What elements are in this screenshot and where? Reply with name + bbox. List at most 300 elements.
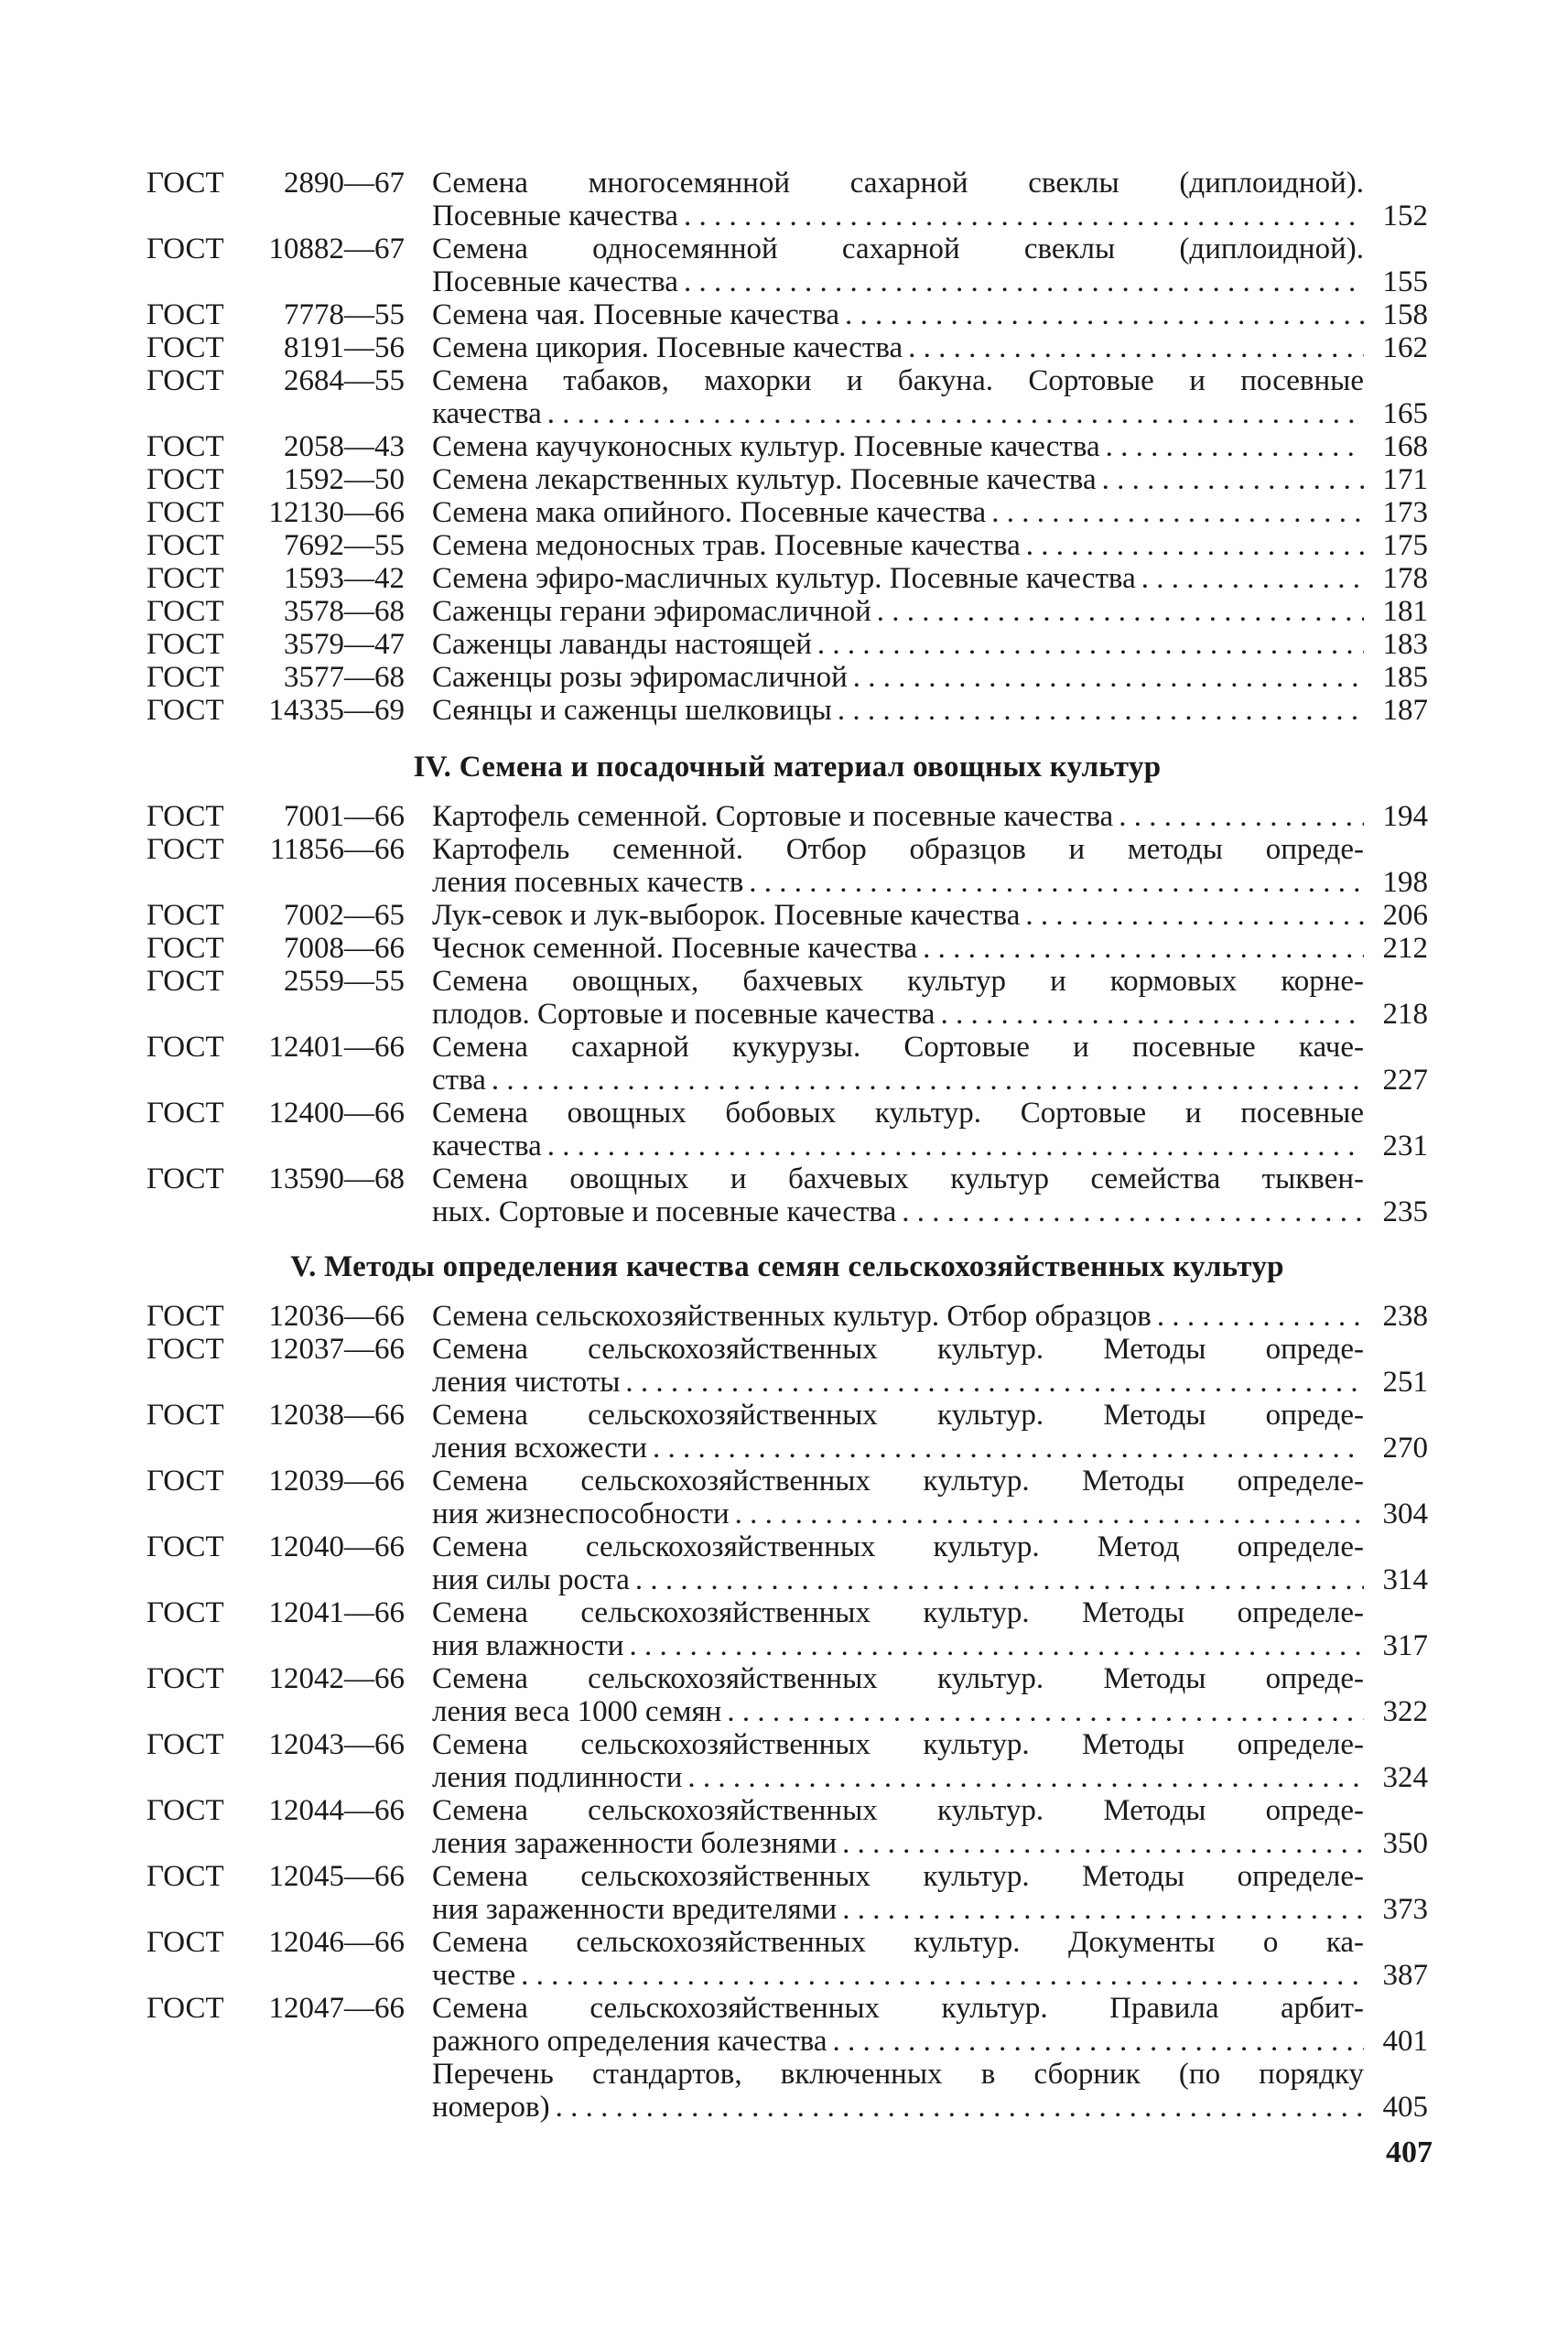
entry-title-text: Семена сельскохозяйственных культур. Методы опреде- bbox=[432, 1333, 1364, 1366]
gost-prefix: ГОСТ bbox=[146, 167, 224, 200]
entry-title-text: Саженцы розы эфиромасличной bbox=[432, 661, 848, 694]
entry-title-text: Лук-севок и лук-выборок. Посевные качества bbox=[432, 899, 1021, 932]
entry-title bbox=[432, 167, 1364, 200]
entry-title bbox=[432, 1097, 1364, 1130]
page-ref: 194 bbox=[1382, 800, 1428, 833]
dot-leader bbox=[550, 2091, 1364, 2124]
gost-prefix: ГОСТ bbox=[146, 1794, 224, 1827]
entry-title-text: Саженцы герани эфиромасличной bbox=[432, 595, 871, 628]
entry-title-text: Семена медоносных трав. Посевные качества bbox=[432, 529, 1021, 562]
page-ref: 373 bbox=[1382, 1893, 1428, 1926]
dot-leader bbox=[827, 2025, 1364, 2058]
toc-entry-line bbox=[146, 1926, 1428, 1959]
standard-code bbox=[146, 800, 432, 833]
entry-title-text: ния жизнеспособности bbox=[432, 1498, 730, 1530]
toc-entry-line bbox=[146, 200, 1428, 232]
entry-title-text: Семена овощных, бахчевых культур и кормовых корне- bbox=[432, 965, 1364, 998]
gost-prefix: ГОСТ bbox=[146, 562, 224, 595]
page-ref: 173 bbox=[1382, 496, 1428, 529]
dot-leader bbox=[871, 595, 1364, 628]
dot-leader bbox=[1021, 529, 1364, 562]
dot-leader bbox=[721, 1695, 1364, 1728]
toc-entry-line bbox=[146, 628, 1428, 661]
toc-entry-line bbox=[146, 1498, 1428, 1530]
standard-code bbox=[146, 1399, 432, 1432]
entry-title-text: честве bbox=[432, 1959, 516, 1992]
standard-code bbox=[146, 463, 432, 496]
toc-entry-line bbox=[146, 1366, 1428, 1399]
gost-number: 8191—56 bbox=[284, 331, 405, 364]
toc-entry bbox=[146, 661, 1428, 694]
toc-entry-line bbox=[146, 2025, 1428, 2058]
toc-entry-line bbox=[146, 331, 1428, 364]
gost-number: 7778—55 bbox=[284, 298, 405, 331]
dot-leader bbox=[848, 661, 1364, 694]
standard-code bbox=[146, 298, 432, 331]
standard-code bbox=[146, 232, 432, 265]
entry-title-text: Семена сельскохозяйственных культур. Отбор образцов bbox=[432, 1300, 1152, 1333]
toc-entry-line bbox=[146, 998, 1428, 1031]
standard-code bbox=[146, 628, 432, 661]
page-ref: 218 bbox=[1382, 998, 1428, 1031]
entry-title bbox=[432, 463, 1364, 496]
entry-title bbox=[432, 1432, 1364, 1465]
toc-entry-line bbox=[146, 1097, 1428, 1130]
dot-leader bbox=[1152, 1300, 1364, 1333]
page-ref: 405 bbox=[1382, 2091, 1428, 2124]
toc-entry bbox=[146, 331, 1428, 364]
gost-number: 11856—66 bbox=[269, 833, 405, 866]
toc-entry bbox=[146, 1399, 1428, 1465]
entry-title-text: Семена сельскохозяйственных культур. Методы опреде- bbox=[432, 1794, 1364, 1827]
entry-title-text: Посевные качества bbox=[432, 200, 678, 232]
dot-leader bbox=[1020, 899, 1364, 932]
toc-entry-line bbox=[146, 1629, 1428, 1662]
gost-prefix: ГОСТ bbox=[146, 628, 224, 661]
page-ref: 350 bbox=[1382, 1827, 1428, 1860]
standard-code bbox=[146, 1596, 432, 1629]
entry-title bbox=[432, 1926, 1364, 1959]
gost-prefix: ГОСТ bbox=[146, 1530, 224, 1563]
toc-entry bbox=[146, 364, 1428, 430]
toc-entry bbox=[146, 1992, 1428, 2058]
entry-title bbox=[432, 628, 1364, 661]
dot-leader bbox=[515, 1959, 1364, 1992]
entry-title-text: Семена сельскохозяйственных культур. Документы о ка- bbox=[432, 1926, 1364, 1959]
gost-prefix: ГОСТ bbox=[146, 932, 224, 965]
entry-title bbox=[432, 1130, 1364, 1162]
entry-title-text: качества bbox=[432, 397, 542, 430]
gost-number: 10882—67 bbox=[268, 232, 405, 265]
entry-title-text: Саженцы лаванды настоящей bbox=[432, 628, 812, 661]
entry-title bbox=[432, 1300, 1364, 1333]
entry-title bbox=[432, 1031, 1364, 1064]
gost-prefix: ГОСТ bbox=[146, 965, 224, 998]
page-ref: 322 bbox=[1382, 1695, 1428, 1728]
gost-prefix: ГОСТ bbox=[146, 463, 224, 496]
gost-number: 7001—66 bbox=[284, 800, 405, 833]
dot-leader bbox=[542, 397, 1364, 430]
entry-title-text: ния зараженности вредителями bbox=[432, 1893, 838, 1926]
entry-title bbox=[432, 595, 1364, 628]
gost-prefix: ГОСТ bbox=[146, 1399, 224, 1432]
toc-entry-line bbox=[146, 1465, 1428, 1498]
standard-code bbox=[146, 1662, 432, 1695]
toc-entry-line bbox=[146, 1399, 1428, 1432]
gost-prefix: ГОСТ bbox=[146, 1926, 224, 1959]
entry-title bbox=[432, 1794, 1364, 1827]
standard-code bbox=[146, 661, 432, 694]
toc-entry bbox=[146, 1926, 1428, 1992]
dot-leader bbox=[678, 265, 1364, 298]
gost-number: 1593—42 bbox=[284, 562, 405, 595]
entry-title-text: Семена табаков, махорки и бакуна. Сортовые и посевные bbox=[432, 364, 1364, 397]
toc-entry-line bbox=[146, 2058, 1428, 2091]
toc-entry-line bbox=[146, 1162, 1428, 1195]
standard-code bbox=[146, 496, 432, 529]
dot-leader bbox=[832, 694, 1364, 727]
toc-entry bbox=[146, 529, 1428, 562]
standard-code bbox=[146, 899, 432, 932]
entry-title bbox=[432, 1992, 1364, 2025]
toc-entry-line bbox=[146, 1563, 1428, 1596]
gost-number: 3578—68 bbox=[284, 595, 405, 628]
page-ref: 235 bbox=[1382, 1195, 1428, 1228]
gost-number: 12041—66 bbox=[268, 1596, 405, 1629]
standard-code bbox=[146, 1097, 432, 1130]
entry-title bbox=[432, 1162, 1364, 1195]
toc-entry bbox=[146, 800, 1428, 833]
page-number: 407 bbox=[1386, 2136, 1433, 2169]
entry-title bbox=[432, 529, 1364, 562]
entry-title-text: Картофель семенной. Сортовые и посевные качества bbox=[432, 800, 1114, 833]
page-ref: 270 bbox=[1382, 1432, 1428, 1465]
toc-entry bbox=[146, 463, 1428, 496]
entry-title-text: ления чистоты bbox=[432, 1366, 621, 1399]
standard-code bbox=[146, 1530, 432, 1563]
gost-prefix: ГОСТ bbox=[146, 298, 224, 331]
gost-number: 3579—47 bbox=[284, 628, 405, 661]
entry-title bbox=[432, 1498, 1364, 1530]
entry-title-text: Семена сельскохозяйственных культур. Методы определе- bbox=[432, 1860, 1364, 1893]
entry-title bbox=[432, 1195, 1364, 1228]
entry-title bbox=[432, 2025, 1364, 2058]
dot-leader bbox=[647, 1432, 1364, 1465]
entry-title bbox=[432, 1761, 1364, 1794]
entry-title-text: Чеснок семенной. Посевные качества bbox=[432, 932, 918, 965]
toc-entry-line bbox=[146, 866, 1428, 899]
entry-title bbox=[432, 496, 1364, 529]
standard-code bbox=[146, 1992, 432, 2025]
gost-prefix: ГОСТ bbox=[146, 331, 224, 364]
gost-number: 12036—66 bbox=[268, 1300, 405, 1333]
standard-code bbox=[146, 562, 432, 595]
toc-entry-line bbox=[146, 1300, 1428, 1333]
page-ref: 212 bbox=[1382, 932, 1428, 965]
standard-code bbox=[146, 331, 432, 364]
dot-leader bbox=[812, 628, 1364, 661]
entry-title-text: Семена овощных бобовых культур. Сортовые и посевные bbox=[432, 1097, 1364, 1130]
gost-prefix: ГОСТ bbox=[146, 1465, 224, 1498]
toc-entry bbox=[146, 1728, 1428, 1794]
dot-leader bbox=[903, 331, 1364, 364]
toc-entry-line bbox=[146, 1031, 1428, 1064]
page-ref: 304 bbox=[1382, 1498, 1428, 1530]
dot-leader bbox=[624, 1629, 1364, 1662]
gost-number: 1592—50 bbox=[284, 463, 405, 496]
toc-entry bbox=[146, 1333, 1428, 1399]
gost-prefix: ГОСТ bbox=[146, 232, 224, 265]
toc-group-quality-methods bbox=[146, 1300, 1428, 2124]
dot-leader bbox=[1113, 800, 1364, 833]
gost-prefix: ГОСТ bbox=[146, 1728, 224, 1761]
standard-code bbox=[146, 364, 432, 397]
toc-entry-line bbox=[146, 1695, 1428, 1728]
toc-entry bbox=[146, 1860, 1428, 1926]
entry-title-text: Семена мака опийного. Посевные качества bbox=[432, 496, 987, 529]
entry-title-text: Перечень стандартов, включенных в сборник (по порядку bbox=[432, 2058, 1364, 2091]
entry-title bbox=[432, 1860, 1364, 1893]
standard-code bbox=[146, 965, 432, 998]
entry-title-text: Семена односемянной сахарной свеклы (диплоидной). bbox=[432, 232, 1364, 265]
toc-entry bbox=[146, 833, 1428, 899]
gost-number: 2684—55 bbox=[284, 364, 405, 397]
toc-entry-line bbox=[146, 2091, 1428, 2124]
entry-title-text: Семена эфиро-масличных культур. Посевные качества bbox=[432, 562, 1136, 595]
standard-code bbox=[146, 932, 432, 965]
page-ref: 317 bbox=[1382, 1629, 1428, 1662]
entry-title bbox=[432, 364, 1364, 397]
entry-title-text: ражного определения качества bbox=[432, 2025, 827, 2058]
entry-title bbox=[432, 1827, 1364, 1860]
standard-code bbox=[146, 1465, 432, 1498]
gost-prefix: ГОСТ bbox=[146, 1662, 224, 1695]
toc-entry-line bbox=[146, 1827, 1428, 1860]
entry-title bbox=[432, 1629, 1364, 1662]
gost-prefix: ГОСТ bbox=[146, 1333, 224, 1366]
toc-entry-line bbox=[146, 1596, 1428, 1629]
gost-prefix: ГОСТ bbox=[146, 364, 224, 397]
entry-title-text: плодов. Сортовые и посевные качества bbox=[432, 998, 935, 1031]
toc-entry-line bbox=[146, 800, 1428, 833]
dot-leader bbox=[837, 1827, 1364, 1860]
dot-leader bbox=[542, 1130, 1364, 1162]
gost-number: 12038—66 bbox=[268, 1399, 405, 1432]
entry-title bbox=[432, 1399, 1364, 1432]
dot-leader bbox=[730, 1498, 1364, 1530]
page-ref: 227 bbox=[1382, 1064, 1428, 1097]
entry-title-text: Картофель семенной. Отбор образцов и методы опреде- bbox=[432, 833, 1364, 866]
page-ref: 387 bbox=[1382, 1959, 1428, 1992]
toc-entry-line bbox=[146, 1432, 1428, 1465]
gost-number: 7692—55 bbox=[284, 529, 405, 562]
dot-leader bbox=[896, 1195, 1364, 1228]
entry-title bbox=[432, 1366, 1364, 1399]
page-ref: 198 bbox=[1382, 866, 1428, 899]
toc-entry bbox=[146, 1530, 1428, 1596]
gost-prefix: ГОСТ bbox=[146, 496, 224, 529]
gost-number: 12400—66 bbox=[268, 1097, 405, 1130]
page-ref: 175 bbox=[1382, 529, 1428, 562]
gost-prefix: ГОСТ bbox=[146, 1860, 224, 1893]
dot-leader bbox=[682, 1761, 1364, 1794]
entry-title-text: Семена сельскохозяйственных культур. Правила арбит- bbox=[432, 1992, 1364, 2025]
toc-entry bbox=[146, 1794, 1428, 1860]
entry-title bbox=[432, 1959, 1364, 1992]
toc-entry-line bbox=[146, 430, 1428, 463]
page-ref: 152 bbox=[1382, 200, 1428, 232]
entry-title-text: Семена каучуконосных культур. Посевные качества bbox=[432, 430, 1100, 463]
entry-title bbox=[432, 1530, 1364, 1563]
page-ref: 187 bbox=[1382, 694, 1428, 727]
gost-number: 12045—66 bbox=[268, 1860, 405, 1893]
entry-title bbox=[432, 965, 1364, 998]
toc-entry bbox=[146, 167, 1428, 232]
entry-title-text: Семена цикория. Посевные качества bbox=[432, 331, 903, 364]
entry-title bbox=[432, 1563, 1364, 1596]
toc-entry-line bbox=[146, 1130, 1428, 1162]
page-ref: 158 bbox=[1382, 298, 1428, 331]
toc-entry bbox=[146, 562, 1428, 595]
entry-title bbox=[432, 562, 1364, 595]
gost-number: 12039—66 bbox=[268, 1465, 405, 1498]
gost-prefix: ГОСТ bbox=[146, 899, 224, 932]
entry-title bbox=[432, 2058, 1364, 2091]
toc-entry-line bbox=[146, 1992, 1428, 2025]
entry-title-text: Семена овощных и бахчевых культур семейства тыквен- bbox=[432, 1162, 1364, 1195]
page-ref: 231 bbox=[1382, 1130, 1428, 1162]
entry-title-text: Семена многосемянной сахарной свеклы (диплоидной). bbox=[432, 167, 1364, 200]
dot-leader bbox=[743, 866, 1364, 899]
entry-title bbox=[432, 1695, 1364, 1728]
gost-prefix: ГОСТ bbox=[146, 1031, 224, 1064]
entry-title-text: Семена лекарственных культур. Посевные качества bbox=[432, 463, 1097, 496]
standard-code bbox=[146, 1794, 432, 1827]
toc-entry bbox=[146, 1097, 1428, 1162]
dot-leader bbox=[1100, 430, 1364, 463]
entry-title bbox=[432, 833, 1364, 866]
gost-number: 12047—66 bbox=[268, 1992, 405, 2025]
entry-title bbox=[432, 2091, 1364, 2124]
dot-leader bbox=[486, 1064, 1364, 1097]
toc-entry-line bbox=[146, 932, 1428, 965]
gost-number: 7002—65 bbox=[284, 899, 405, 932]
entry-title bbox=[432, 866, 1364, 899]
toc-entry bbox=[146, 1162, 1428, 1228]
page-ref: 165 bbox=[1382, 397, 1428, 430]
toc-entry bbox=[146, 899, 1428, 932]
toc-entry-line bbox=[146, 1959, 1428, 1992]
gost-number: 12037—66 bbox=[268, 1333, 405, 1366]
entry-title-text: Семена сельскохозяйственных культур. Методы определе- bbox=[432, 1596, 1364, 1629]
gost-prefix: ГОСТ bbox=[146, 661, 224, 694]
toc-entry-line bbox=[146, 167, 1428, 200]
page-ref: 324 bbox=[1382, 1761, 1428, 1794]
gost-number: 2058—43 bbox=[284, 430, 405, 463]
gost-number: 2890—67 bbox=[284, 167, 405, 200]
gost-prefix: ГОСТ bbox=[146, 1162, 224, 1195]
dot-leader bbox=[1097, 463, 1364, 496]
page-ref: 181 bbox=[1382, 595, 1428, 628]
entry-title-text: ления зараженности болезнями bbox=[432, 1827, 838, 1860]
entry-title bbox=[432, 800, 1364, 833]
entry-title bbox=[432, 397, 1364, 430]
entry-title-text: Семена сельскохозяйственных культур. Методы определе- bbox=[432, 1728, 1364, 1761]
gost-prefix: ГОСТ bbox=[146, 430, 224, 463]
entry-title-text: ния влажности bbox=[432, 1629, 624, 1662]
gost-prefix: ГОСТ bbox=[146, 1596, 224, 1629]
toc-entry-line bbox=[146, 595, 1428, 628]
toc-entry bbox=[146, 1031, 1428, 1097]
entry-title bbox=[432, 1064, 1364, 1097]
gost-number: 12130—66 bbox=[268, 496, 405, 529]
standard-code bbox=[146, 167, 432, 200]
dot-leader bbox=[1136, 562, 1364, 595]
dot-leader bbox=[837, 1893, 1364, 1926]
standard-code bbox=[146, 529, 432, 562]
toc-entry-line bbox=[146, 496, 1428, 529]
gost-number: 3577—68 bbox=[284, 661, 405, 694]
toc-entry bbox=[146, 694, 1428, 727]
standard-code bbox=[146, 430, 432, 463]
gost-number: 13590—68 bbox=[268, 1162, 405, 1195]
standard-code bbox=[146, 1333, 432, 1366]
page-ref: 183 bbox=[1382, 628, 1428, 661]
gost-prefix: ГОСТ bbox=[146, 1992, 224, 2025]
toc-entry-line bbox=[146, 529, 1428, 562]
toc-entry bbox=[146, 628, 1428, 661]
toc-entry-line bbox=[146, 661, 1428, 694]
gost-prefix: ГОСТ bbox=[146, 1300, 224, 1333]
dot-leader bbox=[620, 1366, 1364, 1399]
entry-title-text: Семена чая. Посевные качества bbox=[432, 298, 840, 331]
section-heading-iv: IV. Семена и посадочный материал овощных культур bbox=[413, 751, 1162, 784]
toc-entry-line bbox=[146, 463, 1428, 496]
entry-title bbox=[432, 1893, 1364, 1926]
page-ref: 401 bbox=[1382, 2025, 1428, 2058]
gost-number: 12042—66 bbox=[268, 1662, 405, 1695]
standard-code bbox=[146, 1860, 432, 1893]
toc-entry-line bbox=[146, 1860, 1428, 1893]
toc-entry-line bbox=[146, 965, 1428, 998]
toc-entry-line bbox=[146, 232, 1428, 265]
entry-title-text: номеров) bbox=[432, 2091, 550, 2124]
gost-prefix: ГОСТ bbox=[146, 529, 224, 562]
standard-code bbox=[146, 1300, 432, 1333]
gost-number: 14335—69 bbox=[268, 694, 405, 727]
toc-entry bbox=[146, 1662, 1428, 1728]
entry-title-text: Семена сахарной кукурузы. Сортовые и посевные каче- bbox=[432, 1031, 1364, 1064]
page-ref: 171 bbox=[1382, 463, 1428, 496]
entry-title bbox=[432, 265, 1364, 298]
toc-group-industrial-crops bbox=[146, 167, 1428, 727]
entry-title bbox=[432, 298, 1364, 331]
entry-title bbox=[432, 232, 1364, 265]
entry-title bbox=[432, 1596, 1364, 1629]
gost-number: 12046—66 bbox=[268, 1926, 405, 1959]
toc-entry-line bbox=[146, 694, 1428, 727]
gost-number: 2559—55 bbox=[284, 965, 405, 998]
standard-code bbox=[146, 1926, 432, 1959]
entry-title-text: ных. Сортовые и посевные качества bbox=[432, 1195, 897, 1228]
dot-leader bbox=[678, 200, 1364, 232]
gost-number: 12040—66 bbox=[268, 1530, 405, 1563]
entry-title bbox=[432, 1728, 1364, 1761]
standard-code bbox=[146, 1162, 432, 1195]
dot-leader bbox=[917, 932, 1364, 965]
page-ref: 155 bbox=[1382, 265, 1428, 298]
gost-number: 12043—66 bbox=[268, 1728, 405, 1761]
